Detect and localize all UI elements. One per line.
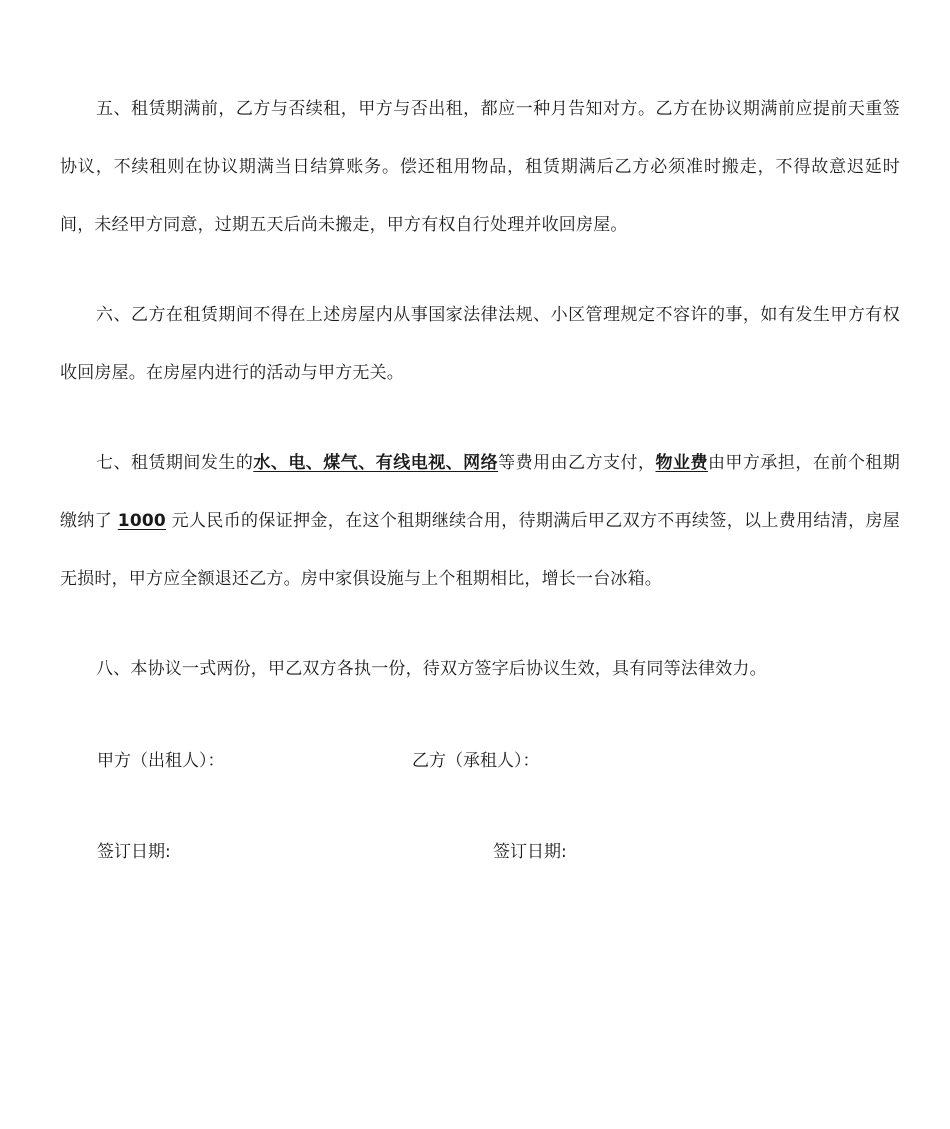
party-a-signature-label: 甲方（出租人）：	[97, 751, 225, 771]
party-b-signature-label: 乙方（承租人）：	[412, 751, 540, 771]
party-b-date-label: 签订日期:	[493, 842, 567, 862]
clause-seven-mid2: 由甲方承担，在前个租期缴纳了	[60, 453, 900, 531]
clause-seven	[60, 434, 900, 608]
clause-five: 五、租赁期满前，乙方与否续租，甲方与否出租，都应一种月告知对方。乙方在协议期满前应提前天重签协议，不续租则在协议期满当日结算账务。偿还租用物品，租赁期满后乙方必须准时搬走，不得故意迟延时间，未经甲方同意，过期五天后尚未搬走，甲方有权自行处理并收回房屋。	[60, 99, 900, 235]
party-a-date-label: 签订日期:	[97, 842, 171, 862]
property-fee-term: 物业费	[655, 453, 708, 473]
clause-seven-prefix: 七、租赁期间发生的	[96, 453, 254, 473]
clause-eight: 八、本协议一式两份，甲乙双方各执一份，待双方签字后协议生效，具有同等法律效力。	[96, 659, 767, 679]
utilities-list: 水、电、煤气、有线电视、网络	[253, 453, 499, 473]
clause-six: 六、乙方在租赁期间不得在上述房屋内从事国家法律法规、小区管理规定不容许的事，如有发生甲方有权收回房屋。在房屋内进行的活动与甲方无关。	[60, 305, 900, 383]
clause-seven-suffix: 元人民币的保证押金，在这个租期继续合用，待期满后甲乙双方不再续签，以上费用结清，房屋无损时，甲方应全额退还乙方。房中家俱设施与上个租期相比，增长一台冰箱。	[60, 511, 900, 589]
clause-seven-mid1: 等费用由乙方支付，	[498, 453, 656, 473]
deposit-amount: 1000	[117, 511, 166, 531]
